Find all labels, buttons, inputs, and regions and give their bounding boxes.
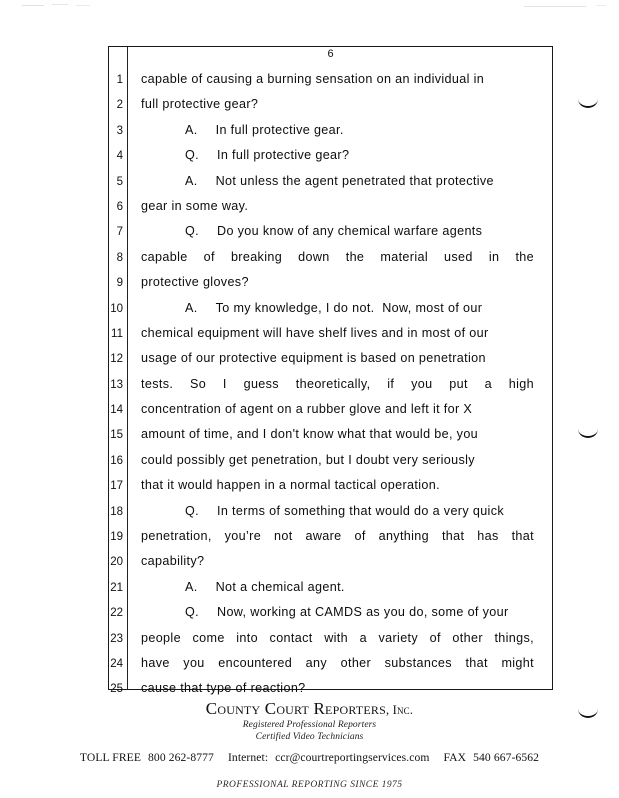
line-text <box>141 326 534 340</box>
transcript-line <box>109 426 552 451</box>
speaker-label: A. <box>185 579 198 594</box>
line-body: In full protective gear? <box>217 148 350 163</box>
line-body: penetration, you’re not aware of anything that has that <box>141 529 534 544</box>
line-body: Do you know of any chemical warfare agents <box>217 224 483 239</box>
line-text <box>141 656 534 670</box>
transcript-line <box>109 376 552 401</box>
transcript-line <box>109 147 552 172</box>
transcript-line <box>109 122 552 147</box>
transcript-line <box>109 71 552 96</box>
line-number: 20 <box>110 556 123 569</box>
line-body: capable of breaking down the material used in the <box>141 249 534 264</box>
line-text <box>141 681 534 695</box>
line-body: To my knowledge, I do not. Now, most of our <box>215 300 483 315</box>
line-number: 19 <box>110 531 123 544</box>
scan-artifact <box>596 5 606 6</box>
line-body: Now, working at CAMDS as you do, some of your <box>217 605 509 620</box>
line-body: usage of our protective equipment is based on penetration <box>141 351 486 366</box>
transcript-line <box>109 274 552 299</box>
speaker-label: A. <box>185 300 198 315</box>
line-body: that it would happen in a normal tactical operation. <box>141 478 440 493</box>
transcript-line <box>109 325 552 350</box>
line-number: 16 <box>110 454 123 467</box>
line-body: Not unless the agent penetrated that protective <box>215 173 494 188</box>
tagline-video-technicians: Certified Video Technicians <box>255 732 364 743</box>
toll-free-label: TOLL FREE <box>79 750 142 764</box>
transcript-line <box>109 579 552 604</box>
line-body: protective gloves? <box>141 275 249 290</box>
line-number: 23 <box>110 632 123 645</box>
line-number: 7 <box>116 226 123 239</box>
line-number: 18 <box>110 505 123 518</box>
line-text <box>141 224 534 238</box>
line-text <box>141 351 534 365</box>
line-text <box>141 453 534 467</box>
line-text <box>141 504 534 518</box>
line-body: chemical equipment will have shelf lives and in most of our <box>141 325 489 340</box>
speaker-label: Q. <box>185 224 199 239</box>
line-body: cause that type of reaction? <box>141 681 306 696</box>
speaker-label: Q. <box>185 503 199 518</box>
line-number: 10 <box>110 302 123 315</box>
transcript-line <box>109 655 552 680</box>
line-body: capability? <box>141 554 205 569</box>
line-text <box>141 402 534 416</box>
line-text <box>141 174 534 188</box>
internet-label: Internet: <box>227 750 269 764</box>
transcript-line <box>109 223 552 248</box>
line-text <box>141 250 534 264</box>
line-body: amount of time, and I don't know what that would be, you <box>141 427 479 442</box>
line-text <box>141 301 534 315</box>
line-text <box>141 148 534 162</box>
line-number: 24 <box>110 657 123 670</box>
line-number: 14 <box>110 404 123 417</box>
line-text <box>141 275 534 289</box>
binding-mark-icon <box>578 427 598 438</box>
transcript-line <box>109 604 552 629</box>
line-text <box>141 427 534 441</box>
transcript-line <box>109 452 552 477</box>
line-body: full protective gear? <box>141 97 259 112</box>
line-text <box>141 123 534 137</box>
transcript-line <box>109 96 552 121</box>
transcript-line <box>109 249 552 274</box>
line-text <box>141 631 534 645</box>
since-tagline: PROFESSIONAL REPORTING SINCE 1975 <box>216 779 403 790</box>
line-text <box>141 72 534 86</box>
line-number: 2 <box>116 99 123 112</box>
line-number: 9 <box>116 277 123 290</box>
transcript-line <box>109 350 552 375</box>
line-body: Not a chemical agent. <box>215 579 345 594</box>
line-body: In full protective gear. <box>215 122 344 137</box>
line-number: 5 <box>116 175 123 188</box>
line-number: 13 <box>110 378 123 391</box>
line-number: 8 <box>116 251 123 264</box>
transcript-line <box>109 553 552 578</box>
fax-label: FAX <box>443 750 467 764</box>
toll-free-number: 800 262-8777 <box>148 750 214 764</box>
line-text <box>141 605 534 619</box>
line-body: capable of causing a burning sensation on an individual in <box>141 72 485 86</box>
transcript-line <box>109 528 552 553</box>
line-body: In terms of something that would do a very quick <box>217 503 504 518</box>
line-number: 21 <box>110 581 123 594</box>
email-address[interactable]: ccr@courtreportingservices.com <box>275 750 430 764</box>
line-text <box>141 478 534 492</box>
line-number: 17 <box>110 480 123 493</box>
company-name-main: County Court Reporters <box>205 699 386 718</box>
line-number: 4 <box>116 150 123 163</box>
line-number: 1 <box>116 74 123 86</box>
line-body: have you encountered any other substances that might <box>141 655 534 670</box>
line-text <box>141 580 534 594</box>
line-body: tests. So I guess theoretically, if you put a high <box>141 376 534 391</box>
reporter-footer <box>0 700 619 790</box>
speaker-label: A. <box>185 173 198 188</box>
line-body: could possibly get penetration, but I doubt very seriously <box>141 452 475 467</box>
line-number: 15 <box>110 429 123 442</box>
line-body: people come into contact with a variety of other things, <box>141 630 534 645</box>
line-body: gear in some way. <box>141 198 249 213</box>
transcript-line <box>109 198 552 223</box>
line-number: 22 <box>110 607 123 620</box>
speaker-label: Q. <box>185 605 199 620</box>
line-text <box>141 529 534 543</box>
scan-artifact <box>22 5 44 6</box>
line-text <box>141 554 534 568</box>
speaker-label: Q. <box>185 148 199 163</box>
contact-line <box>0 751 619 764</box>
scan-artifact <box>524 6 586 7</box>
line-text <box>141 199 534 213</box>
line-number: 25 <box>110 683 123 696</box>
company-name <box>0 700 619 719</box>
transcript-line <box>109 630 552 655</box>
transcript-line <box>109 503 552 528</box>
transcript-line <box>109 477 552 502</box>
line-body: concentration of agent on a rubber glove and left it for X <box>141 402 473 417</box>
line-number: 3 <box>116 124 123 137</box>
tagline-registered-reporters: Registered Professional Reporters <box>242 719 377 730</box>
company-name-suffix: , Inc. <box>385 703 414 717</box>
line-text <box>141 377 534 391</box>
transcript-line <box>109 173 552 198</box>
line-number: 6 <box>116 200 123 213</box>
binding-mark-icon <box>578 97 598 108</box>
speaker-label: A. <box>185 122 198 137</box>
page-number: 6 <box>327 48 334 60</box>
transcript-lines <box>109 71 552 706</box>
line-number: 12 <box>110 353 123 366</box>
scan-artifact <box>52 4 68 5</box>
line-number: 11 <box>111 327 123 340</box>
line-text <box>141 97 534 111</box>
transcript-line <box>109 300 552 325</box>
transcript-line <box>109 401 552 426</box>
transcript-page-frame <box>108 46 553 696</box>
fax-number: 540 667-6562 <box>473 750 540 764</box>
scan-artifact <box>76 5 90 6</box>
